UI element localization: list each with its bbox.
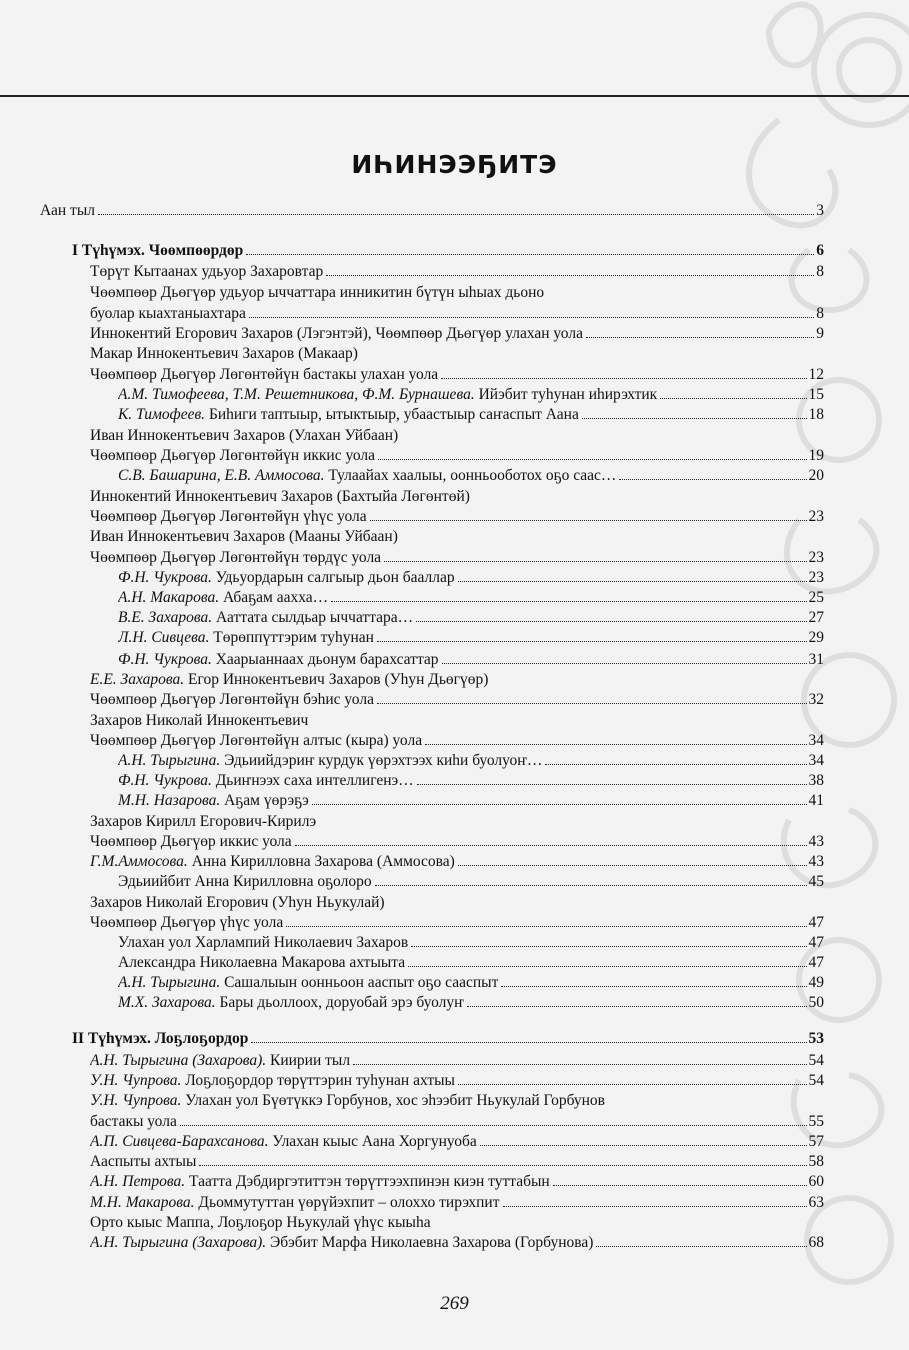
dot-leader	[503, 1206, 807, 1207]
dot-leader	[467, 1006, 807, 1007]
toc-entry-text	[90, 913, 283, 933]
toc-entry-title: Улахан кыыс Аана Хоргунуоба	[272, 1133, 477, 1150]
toc-entry-author: М.Х. Захарова.	[118, 994, 216, 1011]
toc-page-number: 55	[808, 1113, 824, 1130]
toc-entry-text	[90, 426, 398, 446]
toc-entry-author: С.В. Башарина, Е.В. Аммосова.	[118, 467, 325, 484]
toc-entry	[118, 385, 824, 405]
toc-entry	[118, 568, 824, 588]
dot-leader	[660, 398, 806, 399]
dot-leader	[411, 946, 806, 947]
dot-leader	[246, 254, 814, 255]
toc-entry	[90, 344, 824, 364]
toc-page-number: 23	[808, 569, 824, 586]
toc-entry	[90, 1071, 824, 1091]
toc-entry-title: Ийэбит туһунан иһирэхтик	[478, 386, 658, 403]
toc-entry-text	[118, 385, 657, 405]
toc-entry-text	[72, 1029, 248, 1049]
toc-entry-title: Егор Иннокентьевич Захаров (Уһун Дьөгүөр)	[188, 671, 489, 688]
dot-leader	[251, 1042, 806, 1043]
toc-page-number: 34	[808, 752, 824, 769]
dot-leader	[619, 479, 806, 480]
toc-entry	[118, 628, 824, 648]
toc-entry-text	[90, 304, 246, 324]
dot-leader	[408, 966, 806, 967]
toc-entry-text	[90, 1132, 477, 1152]
toc-entry	[90, 1112, 824, 1132]
toc-entry	[90, 304, 824, 324]
toc-entry-title: Иван Иннокентьевич Захаров (Мааны Уйбаан)	[90, 528, 398, 545]
toc-entry-text	[118, 628, 374, 648]
dot-leader	[98, 214, 814, 215]
toc-entry	[90, 487, 824, 507]
dot-leader	[458, 865, 807, 866]
toc-entry-title: Чөөмпөөр Дьөгүөр Лөгөнтөйүн бэһис уола	[90, 691, 374, 708]
toc-entry-author: А.Н. Тырыгина.	[118, 752, 221, 769]
toc-page-number: 32	[808, 691, 824, 708]
dot-leader	[295, 845, 807, 846]
toc-entry-text	[90, 262, 323, 282]
toc-entry-text	[90, 812, 316, 832]
toc-entry-text	[90, 670, 488, 690]
toc-page-number: 43	[808, 853, 824, 870]
toc-entry-title: Аҕам үөрэҕэ	[224, 792, 309, 809]
toc-entry-title: Иван Иннокентьевич Захаров (Улахан Уйбаан)	[90, 427, 399, 444]
toc-entry-text	[90, 1091, 605, 1111]
toc-entry-author: У.Н. Чупрова.	[90, 1092, 182, 1109]
toc-entry-text	[90, 1071, 455, 1091]
toc-entry	[90, 832, 824, 852]
toc-entry	[90, 446, 824, 466]
toc-entry-text	[90, 731, 422, 751]
toc-page-number: 54	[808, 1052, 824, 1069]
toc-entry-author: А.Н. Тырыгина (Захарова).	[90, 1234, 267, 1251]
toc-entry-text	[90, 548, 381, 568]
dot-leader	[425, 744, 806, 745]
toc-entry-text	[90, 1233, 593, 1253]
toc-entry-title: Тулаайах хаалыы, оонньооботох оҕо саас…	[328, 467, 617, 484]
dot-leader	[326, 275, 814, 276]
toc-page-number: 63	[808, 1194, 824, 1211]
toc-entry	[40, 201, 824, 221]
toc-entry	[90, 1091, 824, 1111]
toc-entry-title: II Түһүмэх. Лоҕлоҕордор	[72, 1030, 249, 1047]
toc-entry-author: А.Н. Макарова.	[118, 589, 220, 606]
toc-entry	[90, 548, 824, 568]
toc-page-number: 31	[808, 651, 824, 668]
toc-page-number: 27	[808, 609, 824, 626]
toc-entry-author: А.Н. Петрова.	[90, 1173, 186, 1190]
toc-entry	[90, 507, 824, 527]
toc-page-number: 23	[808, 508, 824, 525]
toc-entry-title: Дьиҥнээх саха интеллигенэ…	[215, 772, 414, 789]
toc-entry-title: Төрөппүттэрим туһунан	[213, 629, 374, 646]
toc-entry	[118, 791, 824, 811]
page-title: ИҺИНЭЭҔИТЭ	[351, 150, 558, 179]
dot-leader	[442, 663, 807, 664]
toc-entry-title: Дьоммутуттан үөрүйэхпит – олоххо тирэхпит	[198, 1194, 500, 1211]
toc-entry-text	[90, 527, 398, 547]
dot-leader	[249, 317, 814, 318]
toc-entry-title: Хаарыаннаах дьонум барахсаттар	[215, 651, 439, 668]
toc-entry-text	[90, 1051, 350, 1071]
toc-page-number: 6	[816, 242, 824, 259]
toc-page-number: 57	[808, 1133, 824, 1150]
toc-entry-text	[90, 832, 292, 852]
toc-entry-title: Иннокентий Иннокентьевич Захаров (Бахтыйа Лөгөнтөй)	[90, 488, 470, 505]
toc-page-number: 20	[808, 467, 824, 484]
toc-entry-title: Макар Иннокентьевич Захаров (Макаар)	[90, 345, 358, 362]
toc-entry-author: Ф.Н. Чукрова.	[118, 569, 212, 586]
toc-entry-text	[90, 1152, 196, 1172]
toc-entry-title: Сашалыын оонньоон ааспыт оҕо сааспыт	[224, 974, 499, 991]
toc-entry-title: Орто кыыс Маппа, Лоҕлоҕор Ньукулай үһүс кыыһа	[90, 1214, 431, 1231]
dot-leader	[458, 1084, 807, 1085]
page-number: 269	[440, 1293, 469, 1314]
toc-entry-text	[90, 1172, 550, 1192]
toc-entry	[90, 365, 824, 385]
toc-entry-text	[118, 953, 405, 973]
toc-page-number: 38	[808, 772, 824, 789]
toc-entry-title: Захаров Николай Иннокентьевич	[90, 712, 309, 729]
toc-entry-title: Биһиги таптыыр, ытыктыыр, убаастыыр саҥаспыт Аана	[208, 406, 579, 423]
toc-page-number: 68	[808, 1234, 824, 1251]
toc-entry	[118, 953, 824, 973]
toc-entry-text	[72, 241, 243, 261]
toc-entry-text	[90, 1213, 431, 1233]
dot-leader	[353, 1064, 806, 1065]
toc-entry	[90, 426, 824, 446]
toc-entry	[118, 771, 824, 791]
dot-leader	[582, 418, 807, 419]
toc-entry-title: Улахан уол Бүөтүккэ Горбунов, хос эһээбит Ньукулай Горбунов	[185, 1092, 605, 1109]
toc-entry	[118, 650, 824, 670]
toc-entry-title: Лоҕлоҕордор төрүттэрин туһунан ахтыы	[185, 1072, 455, 1089]
toc-entry-title: Чөөмпөөр Дьөгүөр иккис уола	[90, 833, 292, 850]
dot-leader	[377, 641, 807, 642]
toc-entry-text	[90, 487, 470, 507]
toc-entry	[90, 1172, 824, 1192]
toc-entry-text	[118, 650, 439, 670]
dot-leader	[377, 703, 807, 704]
toc-entry-text	[90, 507, 367, 527]
dot-leader	[596, 1246, 806, 1247]
toc-entry-text	[90, 324, 583, 344]
dot-leader	[458, 581, 807, 582]
toc-entry-title: Таатта Дэбдиргэтиттэн төрүттээхпинэн киэн туттабын	[188, 1173, 550, 1190]
toc-page-number: 29	[808, 629, 824, 646]
toc-page-number: 8	[816, 305, 824, 322]
dot-leader	[375, 885, 807, 886]
toc-entry-title: Александра Николаевна Макарова ахтыыта	[118, 954, 406, 971]
toc-entry-text	[118, 791, 309, 811]
dot-leader	[370, 520, 807, 521]
toc-entry	[90, 1193, 824, 1213]
toc-entry-title: Ааттата сылдьар ыччаттара…	[216, 609, 414, 626]
toc-entry	[118, 872, 824, 892]
toc-entry-title: Чөөмпөөр Дьөгүөр Лөгөнтөйүн үһүс уола	[90, 508, 367, 525]
dot-leader	[553, 1185, 807, 1186]
toc-entry-author: М.Н. Макарова.	[90, 1194, 195, 1211]
toc-page-number: 45	[808, 873, 824, 890]
toc-entry	[90, 324, 824, 344]
dot-leader	[384, 561, 806, 562]
dot-leader	[417, 784, 807, 785]
toc-entry	[118, 405, 824, 425]
toc-page-number: 23	[808, 549, 824, 566]
toc-entry-title: Аан тыл	[40, 202, 95, 219]
toc-entry-author: Л.Н. Сивцева.	[118, 629, 210, 646]
toc-entry	[90, 1233, 824, 1253]
toc-entry-title: Эдьиийбит Анна Кирилловна оҕолоро	[118, 873, 372, 890]
toc-entry-text	[90, 283, 544, 303]
toc-entry	[118, 608, 824, 628]
toc-entry	[90, 527, 824, 547]
toc-entry-author: А.Н. Тырыгина (Захарова).	[90, 1052, 267, 1069]
toc-entry-author: Е.Е. Захарова.	[90, 671, 185, 688]
toc-entry-title: Чөөмпөөр Дьөгүөр Лөгөнтөйүн иккис уола	[90, 447, 376, 464]
toc-entry-title: Абаҕам аахха…	[222, 589, 329, 606]
toc-entry-title: Чөөмпөөр Дьөгүөр Лөгөнтөйүн төрдүс уола	[90, 549, 382, 566]
toc-entry-author: К. Тимофеев.	[118, 406, 206, 423]
toc-entry-title: I Түһүмэх. Чөөмпөөрдөр	[72, 242, 244, 259]
toc-page-number: 47	[808, 954, 824, 971]
toc-entry-text	[118, 872, 372, 892]
toc-entry-title: буолар кыахтаныахтара	[90, 305, 246, 322]
toc-entry-text	[118, 466, 616, 486]
toc-entry-title: Анна Кирилловна Захарова (Аммосова)	[191, 853, 455, 870]
toc-page-number: 12	[808, 366, 824, 383]
toc-page-number: 8	[816, 263, 824, 280]
toc-entry-text	[40, 201, 95, 221]
toc-entry-text	[118, 993, 464, 1013]
toc-entry-author: А.П. Сивцева-Барахсанова.	[90, 1133, 269, 1150]
toc-entry-text	[90, 365, 438, 385]
toc-entry-text	[90, 1193, 500, 1213]
toc-entry-text	[118, 588, 328, 608]
toc-entry-text	[90, 852, 455, 872]
dot-leader	[331, 601, 806, 602]
toc-entry-title: Чөөмпөөр Дьөгүөр удьуор ыччаттара инникитин бүтүн ыһыах дьоно	[90, 284, 545, 301]
dot-leader	[286, 926, 806, 927]
dot-leader	[586, 337, 814, 338]
toc-page-number: 50	[808, 994, 824, 1011]
toc-entry	[90, 670, 824, 690]
toc-entry-title: Иннокентий Егорович Захаров (Лэгэнтэй), Чөөмпөөр Дьөгүөр улахан уола	[90, 325, 583, 342]
dot-leader	[312, 804, 807, 805]
toc-entry-title: Ааспыты ахтыы	[90, 1153, 197, 1170]
toc-entry	[90, 812, 824, 832]
toc-entry	[90, 913, 824, 933]
dot-leader	[416, 621, 806, 622]
dot-leader	[501, 986, 806, 987]
toc-entry	[118, 466, 824, 486]
toc-page-number: 18	[808, 406, 824, 423]
toc-page-number: 41	[808, 792, 824, 809]
toc-entry	[90, 893, 824, 913]
toc-entry	[90, 690, 824, 710]
toc-entry-author: У.Н. Чупрова.	[90, 1072, 182, 1089]
toc-page-number: 47	[808, 934, 824, 951]
toc-entry-author: А.М. Тимофеева, Т.М. Решетникова, Ф.М. Бурнашева.	[118, 386, 475, 403]
toc-entry-author: В.Е. Захарова.	[118, 609, 213, 626]
toc-entry	[90, 1132, 824, 1152]
dot-leader	[180, 1125, 807, 1126]
toc-entry-text	[118, 933, 408, 953]
toc-entry-title: Удьуордарын салгыыр дьон бааллар	[215, 569, 455, 586]
toc-entry-title: Захаров Николай Егорович (Уһун Ньукулай)	[90, 894, 385, 911]
toc-entry	[72, 1029, 824, 1049]
toc-entry-title: Бары дьоллоох, доруобай эрэ буолуҥ	[219, 994, 464, 1011]
toc-entry	[72, 241, 824, 261]
toc-page-number: 60	[808, 1173, 824, 1190]
toc-entry-text	[90, 344, 358, 364]
toc-entry	[90, 731, 824, 751]
dot-leader	[378, 459, 806, 460]
toc-page-number: 43	[808, 833, 824, 850]
toc-entry	[90, 852, 824, 872]
toc-page-number: 19	[808, 447, 824, 464]
dot-leader	[199, 1165, 806, 1166]
toc-entry-text	[118, 751, 542, 771]
toc-entry-title: Эбэбит Марфа Николаевна Захарова (Горбунова)	[270, 1234, 594, 1251]
toc-page-number: 9	[816, 325, 824, 342]
toc-entry-text	[90, 893, 385, 913]
toc-entry-title: Төрүт Кытаанах удьуор Захаровтар	[90, 263, 324, 280]
toc-entry-text	[90, 1112, 177, 1132]
toc-entry	[118, 993, 824, 1013]
toc-entry-text	[118, 973, 498, 993]
toc-entry	[90, 711, 824, 731]
toc-entry-author: А.Н. Тырыгина.	[118, 974, 221, 991]
toc-entry	[118, 588, 824, 608]
toc-entry-title: Чөөмпөөр Дьөгүөр үһүс уола	[90, 914, 284, 931]
toc-entry-text	[118, 608, 413, 628]
toc-page-number: 25	[808, 589, 824, 606]
toc-entry	[90, 1213, 824, 1233]
toc-entry-text	[118, 405, 579, 425]
toc-entry	[90, 283, 824, 303]
toc-page-number: 58	[808, 1153, 824, 1170]
toc-entry-title: Чөөмпөөр Дьөгүөр Лөгөнтөйүн алтыс (кыра) уола	[90, 732, 423, 749]
toc-entry	[90, 1051, 824, 1071]
toc-page-number: 3	[816, 202, 824, 219]
toc-page-number: 47	[808, 914, 824, 931]
toc-entry-author: Ф.Н. Чукрова.	[118, 772, 212, 789]
toc-entry-title: Чөөмпөөр Дьөгүөр Лөгөнтөйүн бастакы улахан уола	[90, 366, 439, 383]
toc-entry-title: Захаров Кирилл Егорович-Кирилэ	[90, 813, 317, 830]
toc-entry	[90, 262, 824, 282]
dot-leader	[545, 764, 806, 765]
toc-page-number: 34	[808, 732, 824, 749]
dot-leader	[441, 378, 806, 379]
toc-entry-author: М.Н. Назарова.	[118, 792, 221, 809]
toc-page-number: 54	[808, 1072, 824, 1089]
toc-entry-text	[90, 690, 374, 710]
toc-page-number: 15	[808, 386, 824, 403]
toc-entry-text	[118, 771, 414, 791]
toc-entry-title: Киирии тыл	[270, 1052, 351, 1069]
toc-page-number: 53	[808, 1030, 824, 1047]
toc-entry-text	[90, 711, 308, 731]
toc-entry	[118, 751, 824, 771]
toc-page-number: 49	[808, 974, 824, 991]
dot-leader	[480, 1145, 807, 1146]
toc-entry	[90, 1152, 824, 1172]
toc-entry-author: Г.М.Аммосова.	[90, 853, 188, 870]
toc-entry-title: Эдьиийдэриҥ курдук үөрэхтээх киһи буолуоҥ…	[224, 752, 543, 769]
toc-entry	[118, 933, 824, 953]
toc-entry-text	[90, 446, 375, 466]
toc-entry-title: Улахан уол Харлампий Николаевич Захаров	[118, 934, 409, 951]
toc-entry-text	[118, 568, 455, 588]
toc-entry	[118, 973, 824, 993]
toc-entry-title: бастакы уола	[90, 1113, 177, 1130]
toc-entry-author: Ф.Н. Чукрова.	[118, 651, 212, 668]
